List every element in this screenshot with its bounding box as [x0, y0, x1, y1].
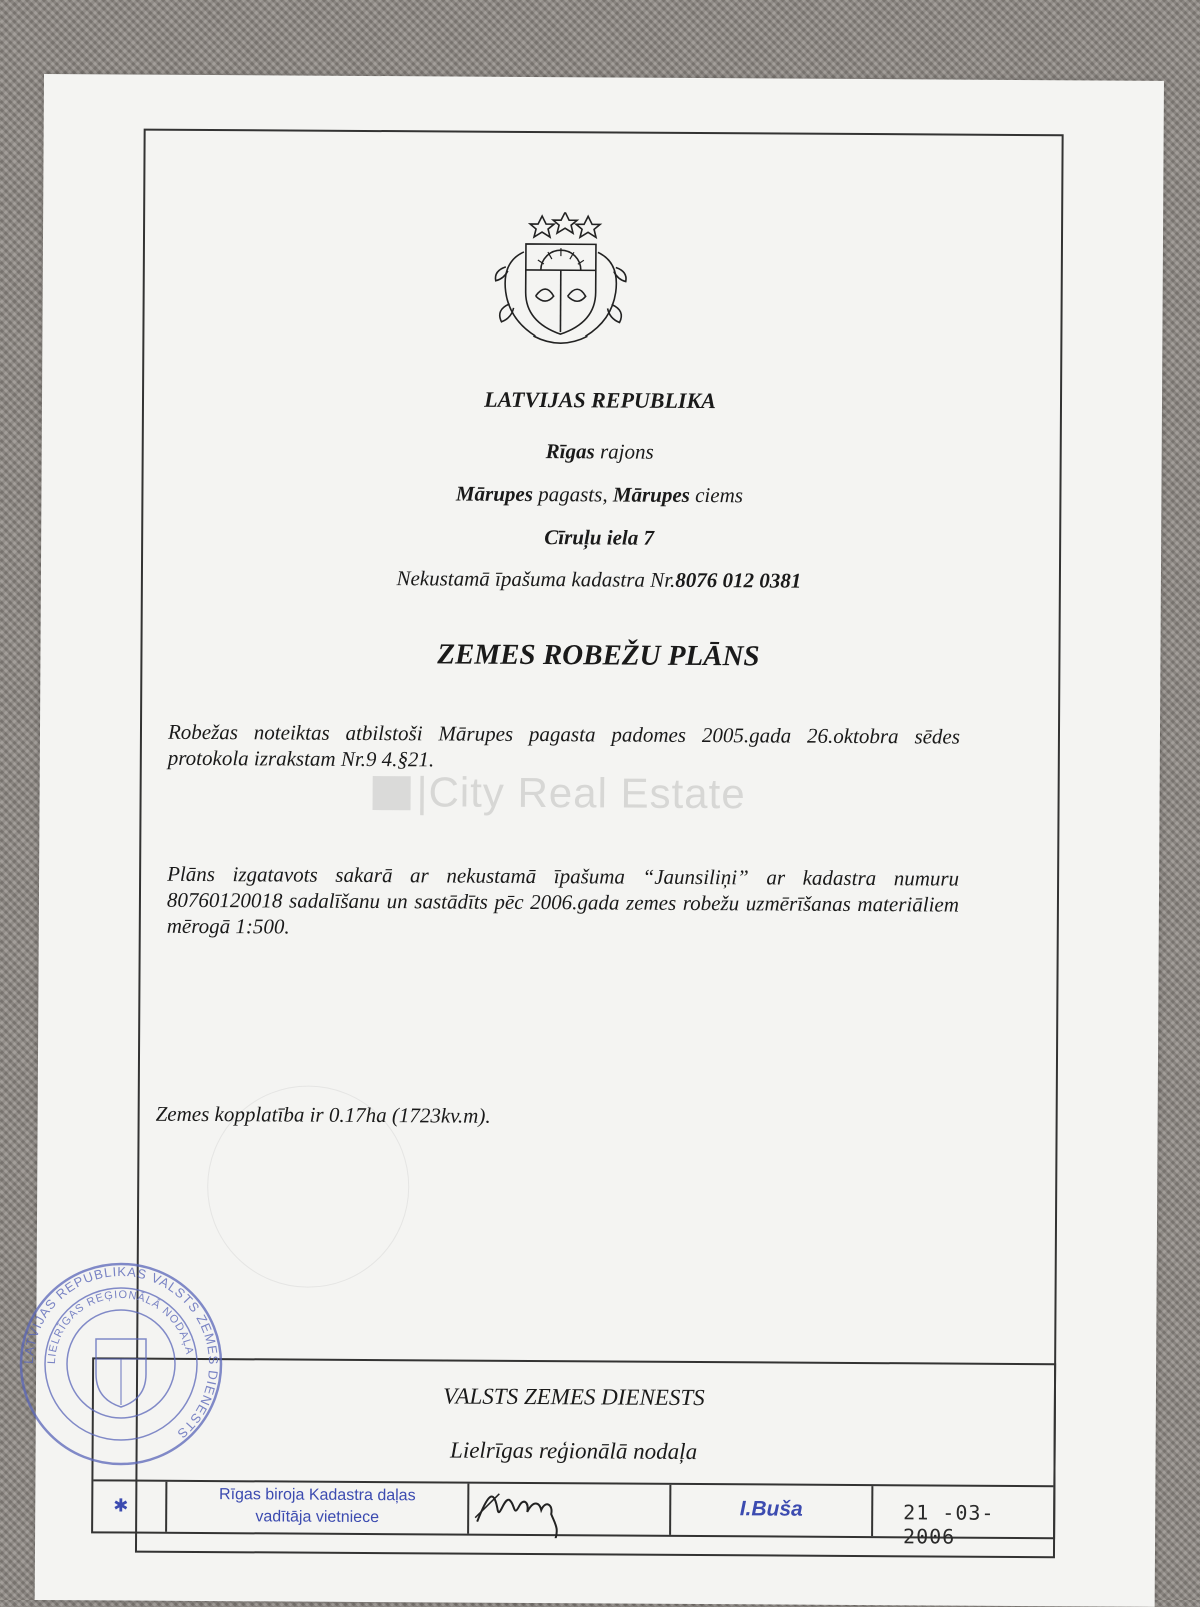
watermark-text: |City Real Estate [416, 768, 745, 817]
signer-position [167, 1484, 467, 1530]
official-round-stamp [16, 1259, 226, 1469]
district-suffix: rajons [600, 439, 654, 463]
coat-of-arms-icon [485, 212, 636, 353]
stamp-outer-text: LATVIJAS REPUBLIKAS VALSTS ZEMES DIENESTS [21, 1264, 221, 1442]
cadastre-prefix: Nekustamā īpašuma kadastra Nr. [396, 566, 675, 592]
village-name: Mārupes [613, 482, 690, 506]
boundary-paragraph: Robežas noteiktas atbilstoši Mārupes pagasta padomes 2005.gada 26.oktobra sēdes protokola izrakstam Nr.9 4.§21. [168, 719, 960, 776]
parish-name: Mārupes [456, 482, 533, 506]
village-suffix: ciems [695, 483, 743, 507]
handwritten-signature [469, 1478, 669, 1539]
parish-suffix: pagasts, [538, 482, 608, 506]
signature-row [93, 1479, 1053, 1537]
stamp-inner-text: LIELRĪGAS REĢIONĀLĀ NODAĻA [46, 1289, 196, 1364]
document-title: ZEMES ROBEŽU PLĀNS [140, 637, 1056, 676]
watermark-logo-icon [373, 776, 411, 810]
organization-name: VALSTS ZEMES DIENESTS [94, 1381, 1054, 1413]
signer-position-line1: Rīgas biroja Kadastra daļas [167, 1484, 467, 1508]
country-heading: LATVIJAS REPUBLIKA [142, 385, 1058, 417]
position-cell [165, 1482, 467, 1534]
address: Cīruļu iela 7 [544, 525, 654, 550]
signature-date: 21 -03- 2006 [903, 1500, 1053, 1549]
footer-authority-box [91, 1357, 1056, 1539]
signature-cell [467, 1484, 669, 1535]
watermark [372, 768, 745, 818]
date-cell [871, 1486, 1053, 1537]
total-area-text: Zemes kopplatība ir 0.17ha (1723kv.m). [156, 1102, 491, 1129]
name-cell [669, 1485, 871, 1536]
signer-position-line2: vadītāja vietniece [167, 1506, 467, 1530]
department-name: Lielrīgas reģionālā nodaļa [94, 1435, 1054, 1467]
cadastre-number: 8076 012 0381 [675, 568, 801, 593]
plan-paragraph: Plāns izgatavots sakarā ar nekustamā īpašuma “Jaunsiliņi” ar kadastra numuru 80760120018 sadalīšanu un sastādīts pēc 2006.gada zemes robežu uzmērīšanas materiāliem mērogā 1:500. [167, 861, 959, 944]
district-name: Rīgas [546, 439, 595, 463]
signer-name: I.Buša [671, 1497, 871, 1522]
asterisk-icon: ✱ [113, 1495, 128, 1516]
